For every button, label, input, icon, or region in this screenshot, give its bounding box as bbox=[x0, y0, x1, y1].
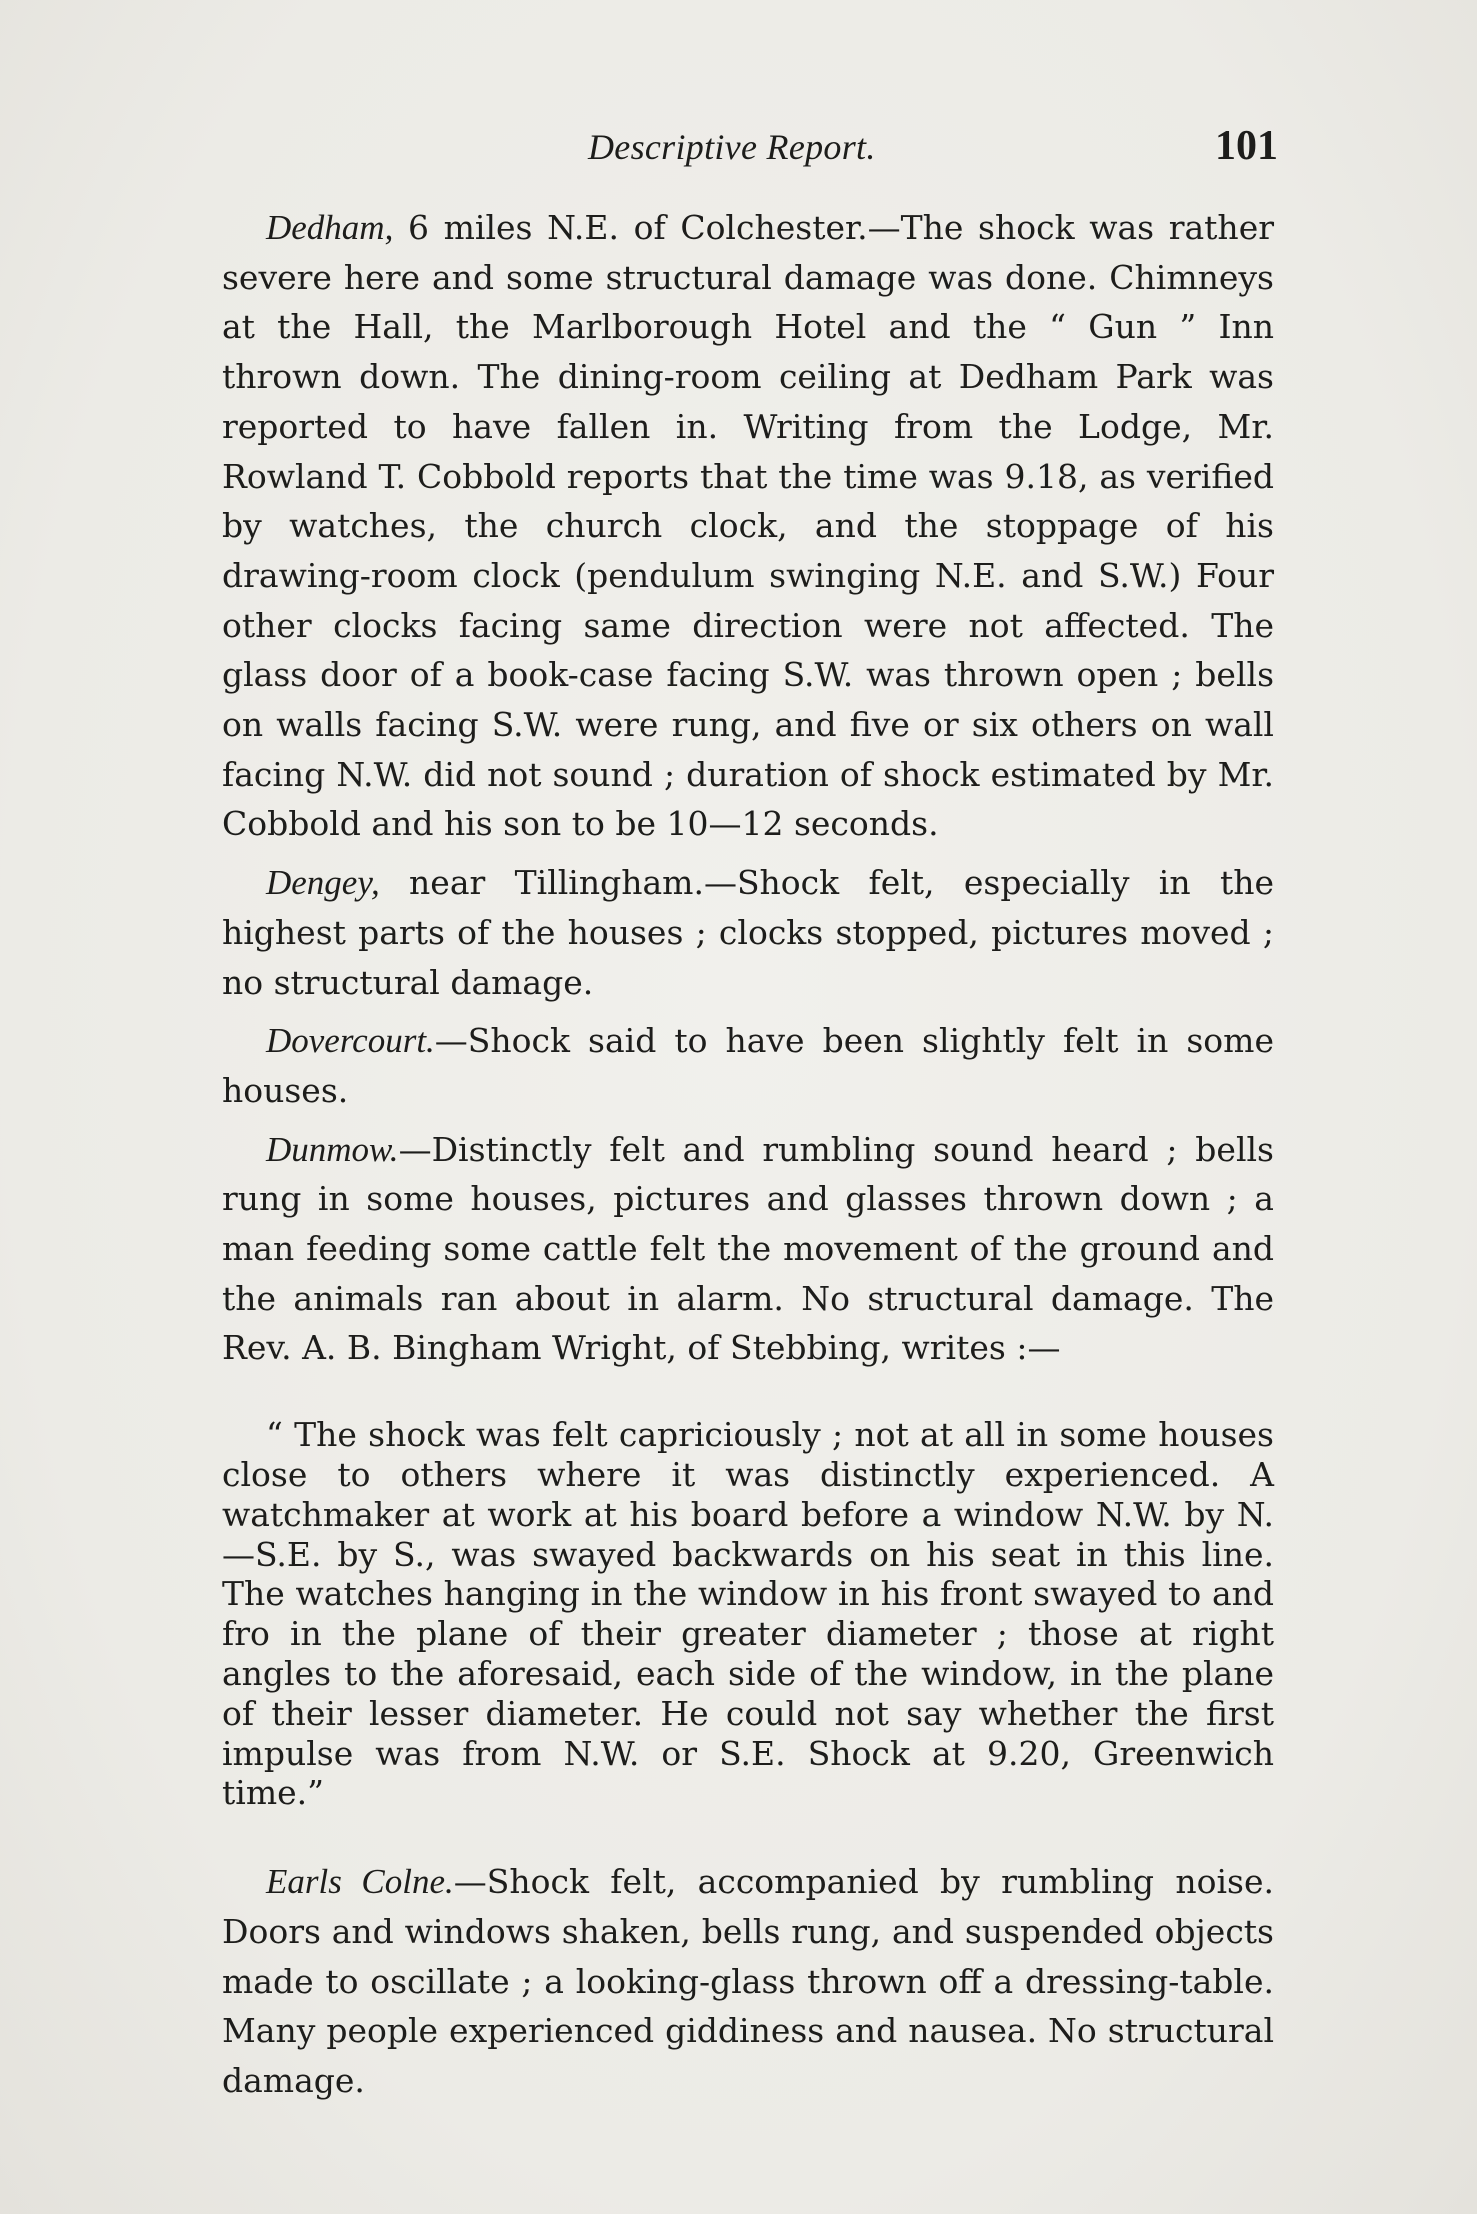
place-name-dovercourt: Dovercourt. bbox=[266, 1021, 435, 1061]
page-header bbox=[218, 123, 1278, 176]
entry-text-earls-colne: —Shock felt, accompanied by rumbling noise. Doors and windows shaken, bells rung, and suspended objects made to oscillate ; a looking-glass thrown off a dressing-table. Many people experienced giddiness and nausea. No structural damage. bbox=[222, 1862, 1274, 2100]
running-head: Descriptive Report. bbox=[588, 127, 876, 167]
page-number: 101 bbox=[1215, 123, 1278, 169]
entry-text-dovercourt: —Shock said to have been slightly felt in some houses. bbox=[222, 1021, 1274, 1110]
entry-dunmow bbox=[222, 1125, 1274, 1374]
entry-text-dengey: near Tillingham.—Shock felt, especially in the highest parts of the houses ; clocks stopped, pictures moved ; no structural damage. bbox=[222, 863, 1274, 1002]
entry-dovercourt bbox=[222, 1016, 1274, 1115]
place-name-earls-colne: Earls Colne. bbox=[266, 1862, 454, 1902]
place-name-dedham: Dedham, bbox=[266, 208, 394, 247]
place-name-dengey: Dengey, bbox=[266, 863, 380, 903]
place-name-dunmow: Dunmow. bbox=[266, 1129, 399, 1169]
quotation-bingham-wright: “ The shock was felt capriciously ; not at all in some houses close to others where it was distinctly experienced. A watchmaker at work at his board before a window N.W. by N.—S.E. by S., was swayed backwards on his seat in this line. The watches hanging in the window in his front swayed to and fro in the plane of their greater diameter ; those at right angles to the aforesaid, each side of the window, in the plane of their lesser diameter. He could not say whether the first impulse was from N.W. or S.E. Shock at 9.20, Greenwich time.” bbox=[222, 1415, 1274, 1813]
entry-dedham bbox=[222, 203, 1274, 849]
entry-text-dedham: 6 miles N.E. of Colchester.—The shock was rather severe here and some structural damage was done. Chimneys at the Hall, the Marlborough Hotel and the “ Gun ” Inn thrown down. The dining-room ceiling at Dedham Park was reported to have fallen in. Writing from the Lodge, Mr. Rowland T. Cobbold reports that the time was 9.18, as verified by watches, the church clock, and the stoppage of his drawing-room clock (pendulum swinging N.E. and S.W.) Four other clocks facing same direction were not affected. The glass door of a book-case facing S.W. was thrown open ; bells on walls facing S.W. were rung, and five or six others on wall facing N.W. did not sound ; duration of shock estimated by Mr. Cobbold and his son to be 10—12 seconds. bbox=[222, 208, 1274, 844]
entry-dengey bbox=[222, 858, 1274, 1007]
report-body bbox=[222, 203, 1274, 2115]
entry-earls-colne bbox=[222, 1857, 1274, 2106]
entry-text-dunmow: —Distinctly felt and rumbling sound heard ; bells rung in some houses, pictures and glasses thrown down ; a man feeding some cattle felt the movement of the ground and the animals ran about in alarm. No structural damage. The Rev. A. B. Bingham Wright, of Stebbing, writes :— bbox=[222, 1129, 1274, 1368]
